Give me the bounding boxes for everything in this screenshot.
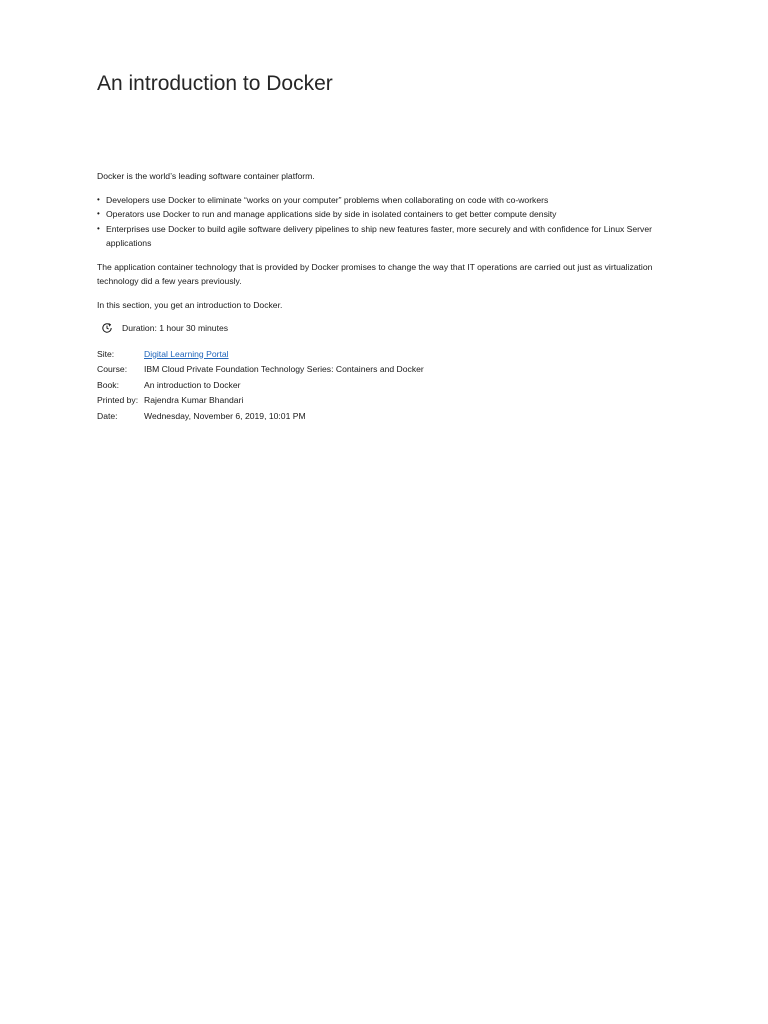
course-value: IBM Cloud Private Foundation Technology Series: Containers and Docker [144, 364, 424, 374]
book-value: An introduction to Docker [144, 379, 241, 390]
site-link[interactable]: Digital Learning Portal [144, 348, 229, 359]
page-title: An introduction to Docker [97, 72, 333, 95]
table-row [97, 393, 424, 409]
clock-refresh-icon [101, 322, 113, 334]
benefits-list [97, 193, 687, 251]
date-value: Wednesday, November 6, 2019, 10:01 PM [144, 410, 306, 421]
duration-text: Duration: 1 hour 30 minutes [122, 323, 229, 333]
document-body [97, 169, 687, 424]
table-row [97, 347, 424, 363]
date-label: Date: [97, 410, 118, 421]
table-row [97, 362, 424, 378]
printed-by-value: Rajendra Kumar Bhandari [144, 395, 244, 405]
list-item: • Enterprises use Docker to build agile software delivery pipelines to ship new features faster, more securely and with confidence for Linux Server applications [97, 222, 687, 251]
printed-by-label: Printed by: [97, 395, 139, 405]
table-row [97, 378, 424, 394]
technology-paragraph: The application container technology that is provided by Docker promises to change the way that IT operations are carried out just as virtualization technology did a few years previously. [97, 261, 653, 286]
table-row [97, 409, 424, 425]
list-item: • Developers use Docker to eliminate “works on your computer” problems when collaborating on code with co-workers [97, 193, 687, 208]
book-label: Book: [97, 379, 119, 390]
print-metadata [97, 347, 424, 425]
list-item: • Operators use Docker to run and manage applications side by side in isolated containers to get better compute density [97, 207, 687, 222]
site-value [144, 347, 424, 363]
course-label: Course: [97, 364, 128, 374]
duration-row [101, 321, 687, 336]
site-label: Site: [97, 348, 115, 359]
section-paragraph: In this section, you get an introduction to Docker. [97, 299, 283, 310]
intro-paragraph: Docker is the world’s leading software container platform. [97, 171, 315, 181]
